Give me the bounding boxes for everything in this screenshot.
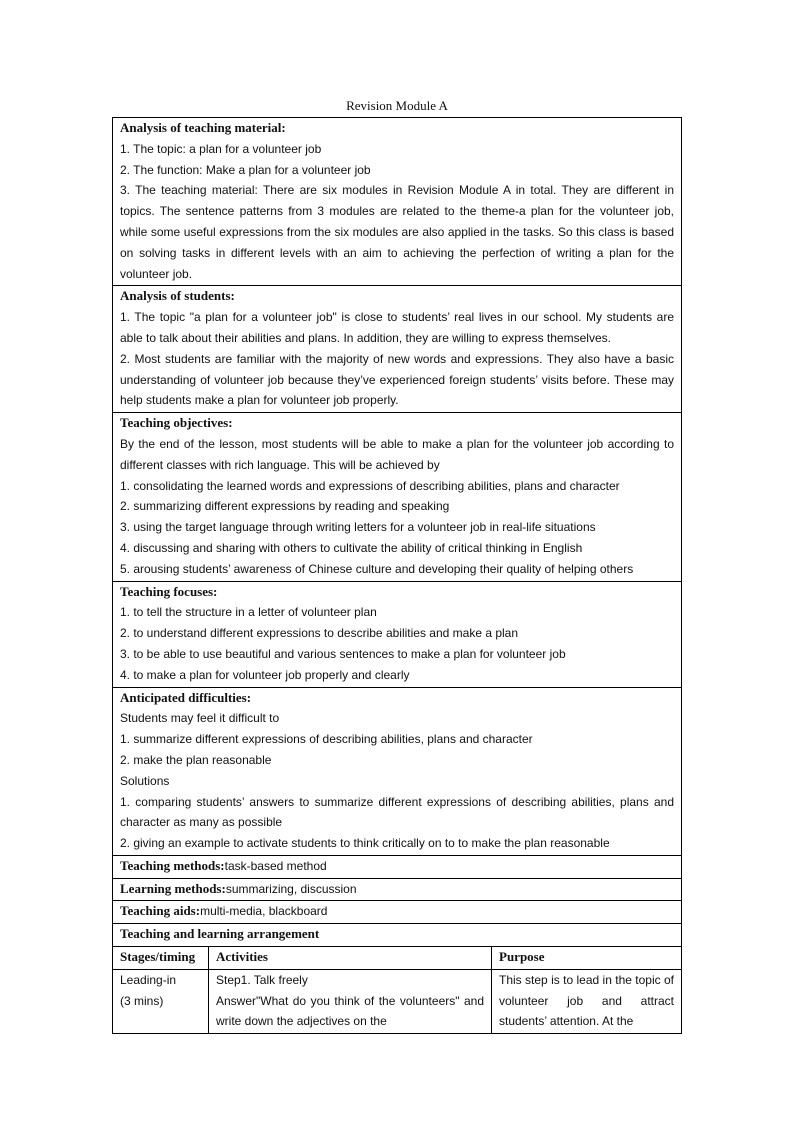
teaching-methods-value: task-based method [224,858,327,873]
objectives-row [113,413,682,581]
focus-item: 2. to understand different expressions to describe abilities and make a plan [120,626,519,641]
column-header-row [113,947,682,970]
students-heading: Analysis of students: [120,288,235,304]
activities-column-header: Activities [209,947,492,970]
focuses-row [113,581,682,687]
activity-text: Answer"What do you think of the volunteers" and write down the adjectives on the [216,993,484,1029]
focus-item: 3. to be able to use beautiful and various sentences to make a plan for volunteer job [120,646,566,661]
purpose-column-header: Purpose [492,947,682,970]
learning-methods-label: Learning methods: [120,880,226,896]
teaching-methods-cell [113,855,682,878]
stage-column-header: Stages/timing [113,947,209,970]
objectives-cell [113,413,682,581]
solutions-label: Solutions [120,773,170,788]
material-row [113,118,682,286]
arrangement-row [113,924,682,947]
lesson-plan-table [112,117,682,1034]
material-line: 1. The topic: a plan for a volunteer job [120,141,322,156]
solution-item: 1. comparing students’ answers to summarize different expressions of describing abilities, plans and character as many as possible [120,794,675,830]
stage-cell [113,969,209,1033]
students-row [113,286,682,413]
teaching-aids-value: multi-media, blackboard [200,904,328,919]
purpose-cell [492,969,682,1033]
difficulties-heading: Anticipated difficulties: [120,689,252,705]
teaching-aids-row [113,901,682,924]
learning-methods-value: summarizing, discussion [225,881,357,896]
material-line: 3. The teaching material: There are six modules in Revision Module A in total. They are different in topics. The sentence patterns from 3 modules are related to the theme-a plan for the volunteer job, while some useful expressions from the six modules are also applied in the tasks. So this class is based on solving tasks in different levels with an aim to achieving the perfection of writing a plan for the volunteer job. [120,183,675,281]
material-heading: Analysis of teaching material: [120,120,286,135]
stage-name: Leading-in [120,972,177,987]
focus-item: 1. to tell the structure in a letter of volunteer plan [120,605,377,620]
objective-item: 3. using the target language through writing letters for a volunteer job in real-life situations [120,520,596,535]
teaching-aids-label: Teaching aids: [120,903,201,919]
focus-item: 4. to make a plan for volunteer job properly and clearly [120,667,410,682]
difficulties-line: 1. summarize different expressions of describing abilities, plans and character [120,732,533,747]
material-line: 2. The function: Make a plan for a volunteer job [120,162,371,177]
material-cell [113,118,682,286]
focuses-cell [113,581,682,687]
purpose-text: This step is to lead in the topic of volunteer job and attract students’ attention. At the [499,972,675,1029]
students-line: 2. Most students are familiar with the majority of new words and expressions. They also have a basic understanding of volunteer job because they’ve experienced foreign students’ visits before. These may help students make a plan for volunteer job properly. [120,351,675,408]
arrangement-heading: Teaching and learning arrangement [120,926,320,942]
students-cell [113,286,682,413]
students-line: 1. The topic "a plan for a volunteer job" is close to students’ real lives in our school. My students are able to talk about their abilities and plans. In addition, they are willing to express themselves. [120,310,675,345]
table-row [113,969,682,1033]
arrangement-cell [113,924,682,947]
objectives-intro: By the end of the lesson, most students will be able to make a plan for the volunteer job according to different classes with rich language. This will be achieved by [120,436,675,472]
objectives-heading: Teaching objectives: [120,415,233,431]
difficulties-cell [113,687,682,855]
teaching-aids-cell [113,901,682,924]
objective-item: 4. discussing and sharing with others to cultivate the ability of critical thinking in English [120,540,583,555]
activity-step: Step1. Talk freely [216,972,308,987]
stage-timing: (3 mins) [120,993,164,1008]
difficulties-line: Students may feel it difficult to [120,711,280,726]
teaching-methods-label: Teaching methods: [120,857,225,873]
objective-item: 2. summarizing different expressions by reading and speaking [120,499,450,514]
focuses-heading: Teaching focuses: [120,583,218,599]
objective-item: 1. consolidating the learned words and expressions of describing abilities, plans and character [120,478,620,493]
learning-methods-cell [113,878,682,901]
difficulties-row [113,687,682,855]
teaching-methods-row [113,855,682,878]
activities-cell [209,969,492,1033]
learning-methods-row [113,878,682,901]
objective-item: 5. arousing students’ awareness of Chinese culture and developing their quality of helping others [120,561,634,576]
difficulties-line: 2. make the plan reasonable [120,752,272,767]
solution-item: 2. giving an example to activate students to think critically on to to make the plan reasonable [120,836,610,851]
page-title: Revision Module A [346,98,448,113]
